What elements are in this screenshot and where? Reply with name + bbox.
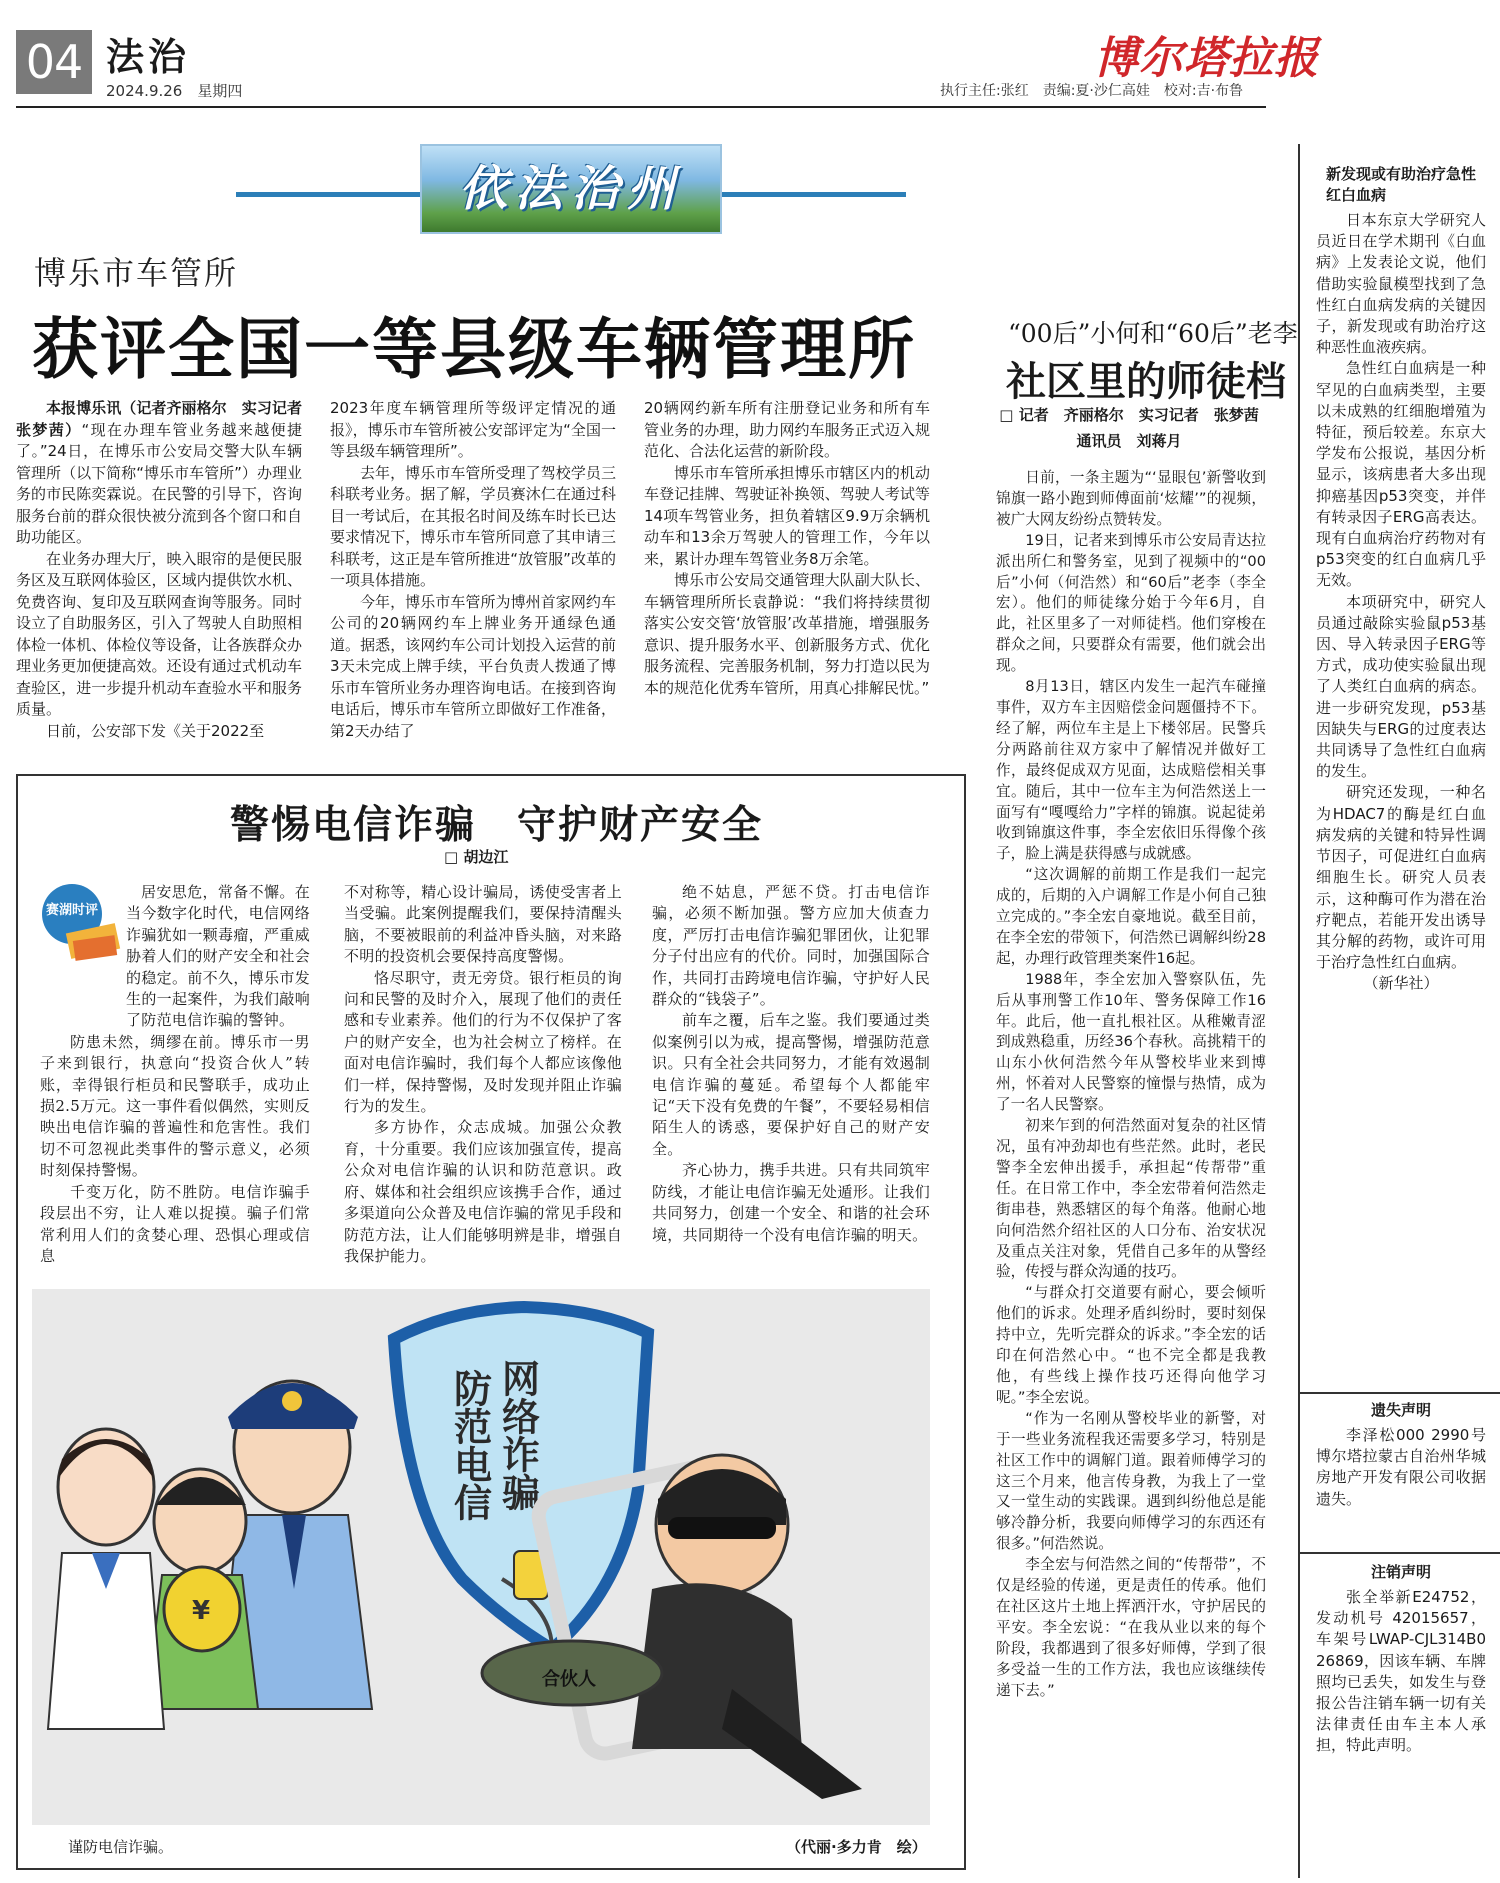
article3-byline: □ 胡边江: [444, 848, 509, 866]
banner-left-line: [236, 192, 420, 197]
article1-paragraph: 在业务办理大厅，映入眼帘的是便民服务区及互联网体验区，区域内提供饮水机、免费咨询、复印及互联网查询等服务。同时设立了自助服务区，引入了驾驶人自助照相体检一体机、体检仪等设备，让各族群众办理业务更加便捷高效。还设有通过式机动车查验区，进一步提升机动车查验水平和服务质量。: [16, 549, 302, 718]
article2-paragraph: 日前，一条主题为“‘显眼包’新警收到锦旗一路小跑到师傅面前‘炫耀’”的视频，被广大网友纷纷点赞转发。: [996, 469, 1266, 528]
header-divider: [16, 106, 1266, 108]
sidebar-news-source: （新华社）: [1363, 974, 1439, 993]
article3-paragraph: 前车之覆，后车之鉴。我们要通过类似案例引以为戒，提高警惕，增强防范意识。只有全社会共同努力，才能有效遏制电信诈骗的蔓延。希望每个人都能牢记“天下没有免费的午餐”，不要轻易相信陌生人的诱惑，要保护好自己的财产安全。: [652, 1011, 930, 1158]
article3-paragraph: 多方协作，众志成城。加强公众教育，十分重要。我们应该加强宣传，提高公众对电信诈骗的认识和防范意识。政府、媒体和社会组织应该携手合作，通过多渠道向公众普及电信诈骗的常见手段和防范方法，让人们能够明辨是非，增强自我保护能力。: [344, 1118, 622, 1265]
article1-paragraph: 去年，博乐市车管所受理了驾校学员三科联考业务。据了解，学员赛沐仁在通过科目一考试后，在其报名时间及练车时长已达要求情况下，博乐市车管所同意了其申请三科联考，这正是车管所推进“放管服”改革的一项具体措施。: [330, 463, 616, 589]
partner-label: 合伙人: [542, 1669, 596, 1690]
logo-text: 赛湖时评: [45, 903, 99, 918]
issue-date: 2024.9.26 星期四: [106, 82, 243, 100]
article1-paragraph: 博乐市公安局交通管理大队副大队长、车辆管理所所长袁静说：“我们将持续贯彻落实公安交管‘放管服’改革措施，增强服务意识、提升服务水平、创新服务方式、优化服务流程、完善服务机制，努力打造以民为本的规范化优秀车管所，用真心排解民忧。”: [644, 571, 930, 697]
sidebar-news-body: [1316, 210, 1486, 995]
newspaper-masthead: 博尔塔拉报: [1094, 33, 1319, 84]
lost-notice-text: 李泽松000 2990号博尔塔拉蒙古自治州华城房地产开发有限公司收据遗失。: [1316, 1426, 1486, 1508]
cartoon-caption: 谨防电信诈骗。: [68, 1838, 174, 1856]
article2-paragraph: “作为一名刚从警校毕业的新警，对于一些业务流程我还需要多学习，特别是社区工作中的调解门道。跟着师傅学习的这三个月来，他言传身教，为我上了一堂又一堂生动的实践课。遇到纠纷他总是能够冷静分析，我要向师傅学习的东西还有很多。”何浩然说。: [996, 1409, 1266, 1553]
sidebar-divider: [1300, 1392, 1500, 1394]
article1-paragraph: 20辆网约新车所有注册登记业务和所有车管业务的办理，助力网约车服务正式迈入规范化、合法化运营的新阶段。: [644, 399, 930, 460]
article1-paragraph: 博乐市车管所承担博乐市辖区内的机动车登记挂牌、驾驶证补换领、驾驶人考试等14项车驾管业务，担负着辖区9.9万余辆机动车和13余万驾驶人的管理工作，今年以来，累计办理车驾管业务8万余笔。: [644, 463, 930, 568]
banner-text: 依法治州: [458, 161, 683, 217]
article3-paragraph: 不对称等，精心设计骗局，诱使受害者上当受骗。此案例提醒我们，要保持清醒头脑，不要被眼前的利益冲昏头脑，对来路不明的投资机会要保持高度警惕。: [344, 883, 622, 966]
article2-byline-line: 通讯员 刘蒋月: [1076, 432, 1182, 450]
sidebar-news: [1316, 164, 1486, 995]
cancel-notice-title: 注销声明: [1370, 1563, 1431, 1581]
article1-column-2: [330, 398, 616, 742]
cancel-notice: [1316, 1562, 1486, 1757]
article3-paragraph: 居安思危，常备不懈。在当今数字化时代，电信网络诈骗犹如一颗毒瘤，严重威胁着人们的财产安全和社会的稳定。前不久，博乐市发生的一起案件，为我们敲响了防范电信诈骗的警钟。: [126, 883, 310, 1030]
shield-text-left: 防范电信: [447, 1369, 493, 1521]
cartoon-svg: [32, 1289, 930, 1825]
article1-paragraph: 今年，博乐市车管所为博州首家网约车公司的20辆网约车上牌业务开通绿色通道。据悉，该网约车公司计划投入运营的前3天未完成上牌手续，平台负责人拨通了博乐市车管所业务办理咨询电话。在接到咨询电话后，博乐市车管所立即做好工作准备，第2天办结了: [330, 592, 616, 740]
article2-kicker: “00后”小何和“60后”老李: [1008, 319, 1298, 348]
article1-paragraph: 2023年度车辆管理所等级评定情况的通报》，博乐市车管所被公安部评定为“全国一等县级车辆管理所”。: [330, 399, 616, 460]
sidebar-news-paragraph: 急性红白血病是一种罕见的白血病类型，主要以未成熟的红细胞增殖为特征，预后较差。东京大学发布公报说，基因分析显示，该病患者大多出现抑癌基因p53突变，并伴有转录因子ERG高表达。现有白血病治疗药物对有p53突变的红白血病几乎无效。: [1316, 359, 1486, 590]
article1-paragraph: “现在办理车管业务越来越便捷了。”24日，在博乐市公安局交警大队车辆管理所（以下简称“博乐市车管所”）办理业务的市民陈奕霖说。在民警的引导下，咨询服务台前的群众很快被分流到各个窗口和自助功能区。: [16, 420, 302, 546]
police-badge-icon: [282, 1391, 302, 1411]
article1-headline: 获评全国一等县级车辆管理所: [32, 310, 916, 388]
article3-column-2: [344, 882, 622, 1267]
section-title: 法治: [106, 34, 191, 79]
sidebar-divider: [1300, 1552, 1500, 1554]
page-number: 04: [16, 30, 92, 94]
article3-paragraph: 千变万化，防不胜防。电信诈骗手段层出不穷，让人难以捉摸。骗子们常常利用人们的贪婪心理、恐惧心理或信息: [40, 1182, 310, 1265]
sidebar-news-title: 新发现或有助治疗急性红白血病: [1326, 165, 1477, 204]
article3-paragraph: 防患未然，绸缪在前。博乐市一男子来到银行，执意向“投资合伙人”转账，幸得银行柜员和民警联手，成功止损2.5万元。这一事件看似偶然，实则反映出电信诈骗的普遍性和危害性。我们切不可忽视此类事件的警示意义，必须时刻保持警惕。: [40, 1032, 310, 1180]
anti-fraud-cartoon: [32, 1289, 930, 1825]
article3-headline: 警惕电信诈骗 守护财产安全: [230, 802, 764, 848]
sidebar-news-paragraph: 日本东京大学研究人员近日在学术期刊《白血病》上发表论文说，他们借助实验鼠模型找到了急性红白血病发病的关键因子，新发现或有助治疗这种恶性血液疾病。: [1316, 211, 1486, 357]
article2-byline: [998, 402, 1260, 454]
article2-paragraph: 初来乍到的何浩然面对复杂的社区情况，虽有冲劲却也有些茫然。此时，老民警李全宏伸出援手，承担起“传帮带”重任。在日常工作中，李全宏带着何浩然走街串巷，熟悉辖区的每个角落。他耐心地向何浩然介绍社区的人口分布、治安状况及重点关注对象，凭借自己多年的从警经验，传授与群众沟通的技巧。: [996, 1117, 1266, 1281]
scammer-mask: [668, 1517, 776, 1539]
article3-paragraph: 齐心协力，携手共进。只有共同筑牢防线，才能让电信诈骗无处遁形。让我们共同努力，创建一个安全、和谐的社会环境，共同期待一个没有电信诈骗的明天。: [652, 1161, 930, 1244]
cancel-notice-text: 张全举新E24752，发动机号 42015657，车架号LWAP-CJL314B026869，因该车辆、车牌照均已丢失，如发生与登报公告注销车辆一切有关法律责任由车主本人承担，特此声明。: [1316, 1588, 1486, 1755]
article2-paragraph: 8月13日，辖区内发生一起汽车碰撞事件，双方车主因赔偿金问题僵持不下。经了解，两位车主是上下楼邻居。民警兵分两路前往双方家中了解情况并做好工作，最终促成双方见面，达成赔偿相关事宜。随后，其中一位车主为何浩然送上一面写有“嘎嘎给力”字样的锦旗。说起徒弟收到锦旗这件事，李全宏依旧乐得像个孩子，脸上满是获得感与成就感。: [996, 678, 1266, 863]
article2-paragraph: 1988年，李全宏加入警察队伍，先后从事刑警工作10年、警务保障工作16年。此后，他一直扎根社区。从稚嫩青涩到成熟稳重，历经36个春秋。高挑精干的山东小伙何浩然今年从警校毕业来到博州，怀着对人民警察的憧憬与热情，成为了一名人民警察。: [996, 970, 1266, 1114]
lost-notice: [1316, 1400, 1486, 1510]
article2-paragraph: 19日，记者来到博乐市公安局青达拉派出所仁和警务室，见到了视频中的“00后”小何（何浩然）和“60后”老李（李全宏）。他们的师徒缘分始于今年6月，自此，社区里多了一对师徒档。他们穿梭在群众之间，只要群众有需要，他们就会出现。: [996, 531, 1266, 675]
cartoon-credit: （代丽·多力肯 绘）: [786, 1838, 927, 1856]
article2-paragraph: “与群众打交道要有耐心，要会倾听他们的诉求。处理矛盾纠纷时，要时刻保持中立，先听完群众的诉求。”李全宏的话印在何浩然心中。“也不完全都是我教他，有些线上操作技巧还得向他学习呢。”李全宏说。: [996, 1284, 1266, 1406]
sidebar-news-paragraph: 本项研究中，研究人员通过敲除实验鼠p53基因、导入转录因子ERG等方式，成功使实验鼠出现了人类红白血病的病态。进一步研究发现，p53基因缺失与ERG的过度表达共同诱导了急性红白血病的发生。: [1316, 592, 1486, 781]
clerk-head: [58, 1429, 154, 1545]
article1-kicker: 博乐市车管所: [34, 254, 239, 292]
article2-headline: 社区里的师徒档: [1006, 358, 1286, 405]
article1-lead: 本报博乐讯（记者齐丽格尔 实习记者张梦茜）: [16, 399, 302, 439]
column-banner: [420, 144, 722, 234]
article3-column-3: [652, 882, 930, 1246]
article3-paragraph: 恪尽职守，责无旁贷。银行柜员的询问和民警的及时介入，展现了他们的责任感和专业素养。他们的行为不仅保护了客户的财产安全，也为社会树立了榜样。在面对电信诈骗时，我们每个人都应该像他们一样，保持警惕，及时发现并阻止诈骗行为的发生。: [344, 968, 622, 1116]
article2-paragraph: “这次调解的前期工作是我们一起完成的，后期的入户调解工作是小何自己独立完成的。”李全宏自豪地说。截至目前，在李全宏的带领下，何浩然已调解纠纷28起，办理行政管理类案件16起。: [996, 866, 1266, 967]
sidebar-news-paragraph: 研究还发现，一种名为HDAC7的酶是红白血病发病的关键和特异性调节因子，可促进红白血病细胞生长。研究人员表示，这种酶可作为潜在治疗靶点，若能开发出诱导其分解的药物，或许可用于治疗急性红白血病。: [1316, 783, 1486, 972]
lost-notice-title: 遗失声明: [1370, 1401, 1431, 1419]
banner-right-line: [722, 192, 906, 197]
article1-column-3: [644, 398, 930, 699]
article3-column-1: [40, 882, 310, 1267]
editor-credits: 执行主任:张红 责编:夏·沙仁高娃 校对:吉·布鲁: [940, 83, 1244, 99]
article1-paragraph: 日前，公安部下发《关于2022至: [46, 721, 265, 740]
article2-byline-line: □ 记者 齐丽格尔 实习记者 张梦茜: [999, 406, 1259, 424]
article2-body: [996, 468, 1266, 1701]
article3-paragraph: 绝不姑息，严惩不贷。打击电信诈骗，必须不断加强。警方应加大侦查力度，严厉打击电信诈骗犯罪团伙，让犯罪分子付出应有的代价。同时，加强国际合作，共同打击跨境电信诈骗，守护好人民群众的“钱袋子”。: [652, 883, 930, 1009]
money-symbol: ¥: [192, 1596, 211, 1626]
article1-column-1: [16, 398, 302, 742]
shield-text-right: 网络诈骗: [495, 1359, 541, 1511]
article2-paragraph: 李全宏与何浩然之间的“传帮带”，不仅是经验的传递，更是责任的传承。他们在社区这片土地上挥洒汗水，守护居民的平安。李全宏说：“在我从业以来的每个阶段，我都遇到了很多好师傅，学到了很多受益一生的工作方法，我也应该继续传递下去。”: [996, 1556, 1266, 1699]
